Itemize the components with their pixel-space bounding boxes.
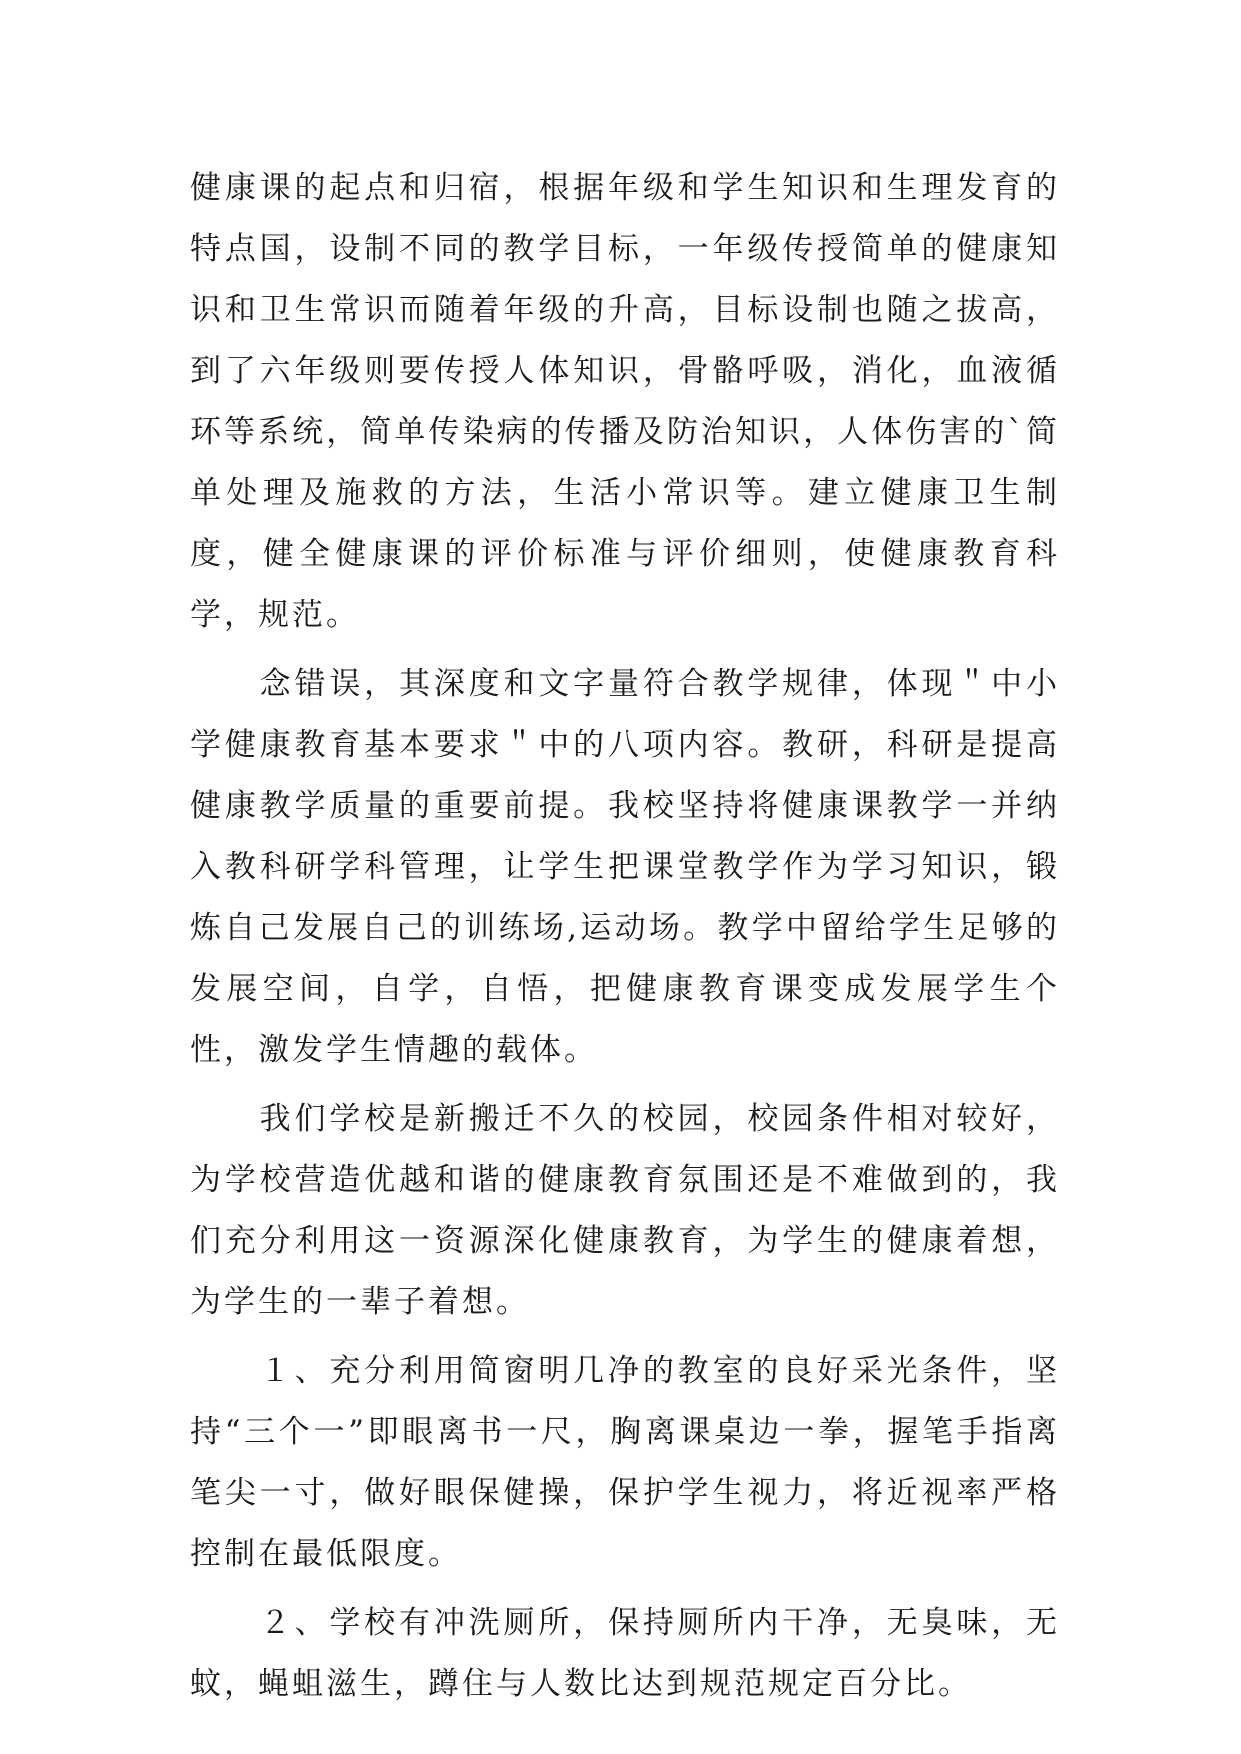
paragraph-item-1-classroom-lighting: １、充分利用简窗明几净的教室的良好采光条件，坚持“三个一”即眼离书一尺，胸离课桌边一拳，握笔手指离笔尖一寸，做好眼保健操，保护学生视力，将近视率严格控制在最低限度。	[190, 1353, 1060, 1572]
paragraph-teaching-research: 念错误，其深度和文字量符合教学规律，体现＂中小学健康教育基本要求＂中的八项内容。教研，科研是提高健康教学质量的重要前提。我校坚持将健康课教学一并纳入教科研学科管理，让学生把课堂教学作为学习知识，锻炼自己发展自己的训练场,运动场。教学中留给学生足够的发展空间，自学，自悟，把健康教育课变成发展学生个性，激发学生情趣的载体。	[190, 666, 1060, 1068]
paragraph-health-course-goals: 健康课的起点和归宿，根据年级和学生知识和生理发育的特点国，设制不同的教学目标，一年级传授简单的健康知识和卫生常识而随着年级的升高，目标设制也随之拔高，到了六年级则要传授人体知识，骨骼呼吸，消化，血液循环等系统，简单传染病的传播及防治知识，人体伤害的`简单处理及施救的方法，生活小常识等。建立健康卫生制度，健全健康课的评价标准与评价细则，使健康教育科学，规范。	[190, 170, 1060, 633]
document-page	[190, 158, 1060, 1715]
paragraph-campus-environment: 我们学校是新搬迁不久的校园，校园条件相对较好，为学校营造优越和谐的健康教育氛围还是不难做到的，我们充分利用这一资源深化健康教育，为学生的健康着想，为学生的一辈子着想。	[190, 1101, 1060, 1320]
paragraph-item-2-toilets: ２、学校有冲洗厕所，保持厕所内干净，无臭味，无蚊，蝇蛆滋生，蹲住与人数比达到规范规定百分比。	[190, 1605, 1060, 1702]
